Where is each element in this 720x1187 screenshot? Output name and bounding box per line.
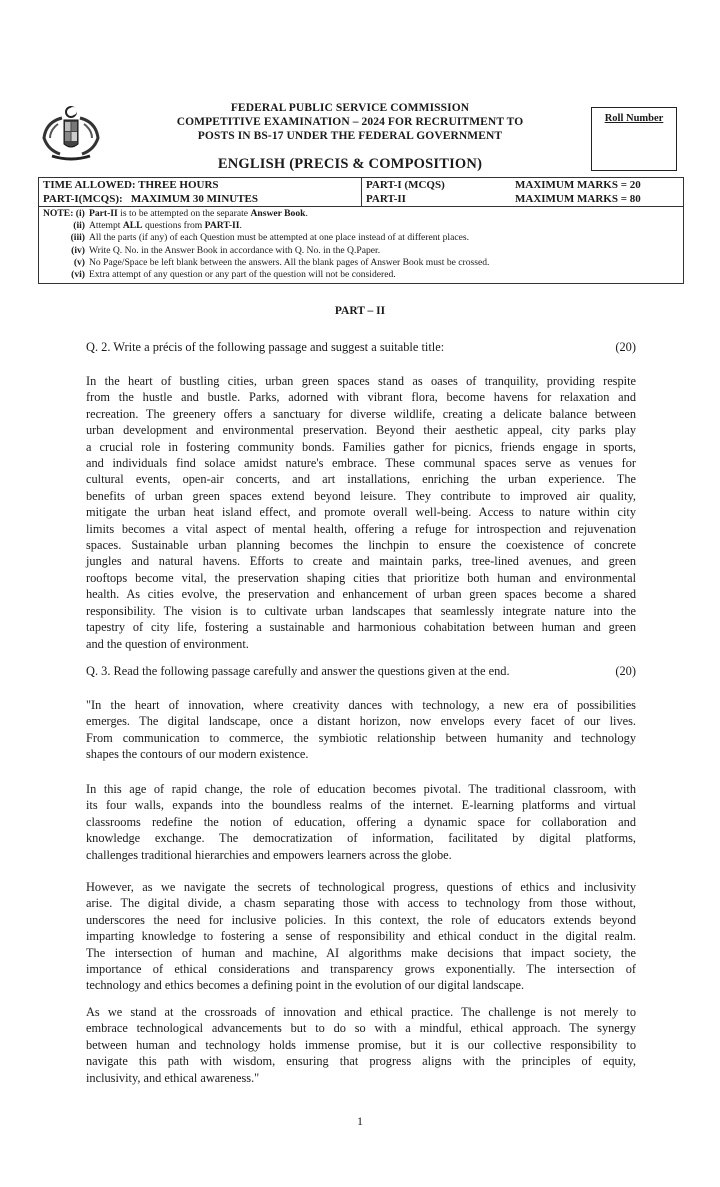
note-number: (v) <box>73 256 85 268</box>
passage-line: inclusivity, and ethical awareness." <box>86 1070 260 1085</box>
question-3-paragraph-1 <box>86 697 636 763</box>
question-3-paragraph-2 <box>86 781 636 863</box>
passage-line: In this age of rapid change, the role of education becomes pivotal. The traditional classroom, with <box>86 782 636 796</box>
passage-line: importance of ethical considerations and transparency grows exponentially. The intersection of <box>86 962 636 977</box>
passage-line: a crucial role in fostering community bonds. Families gather for picnics, friends engage in sports, <box>86 439 636 454</box>
passage-line: tapestry of city life, fostering a sustainable and harmonious cohabitation between human and green <box>86 620 636 635</box>
note-text: Attempt ALL questions from PART-II. <box>89 220 242 232</box>
passage-line: emerges. The digital landscape, once a distant horizon, now envelops every facet of our lives. <box>86 714 636 729</box>
passage-line: From communication to commerce, the symbiotic relationship between humanity and technology <box>86 730 636 745</box>
commission-name: FEDERAL PUBLIC SERVICE COMMISSION <box>230 102 470 114</box>
passage-line: limits becomes a vital aspect of mental health, offering a refuge for introspection and rejuvenation <box>86 521 636 536</box>
page-number: 1 <box>357 1114 363 1128</box>
note-number: (ii) <box>73 220 85 232</box>
note-number: (iii) <box>70 232 85 244</box>
part-2-label: PART-II <box>366 193 406 205</box>
passage-line: classrooms redefine the notion of education, offering a dynamic space for collaboration and <box>86 814 636 829</box>
question-2-text: Q. 2. Write a précis of the following passage and suggest a suitable title: <box>86 340 445 354</box>
exam-title-line-1: COMPETITIVE EXAMINATION – 2024 FOR RECRUITMENT TO <box>176 116 524 128</box>
passage-line: rooftops become vital, the preservation shaping cities that prioritize both human and environmental <box>86 570 636 585</box>
note-text: Write Q. No. in the Answer Book in accordance with Q. No. in the Q.Paper. <box>89 244 381 256</box>
passage-line: urban development and environmental preservation. Beyond their aesthetic appeal, city parks play <box>86 423 636 438</box>
note-item <box>43 220 679 232</box>
part-1-label: PART-I (MCQS) <box>366 179 445 191</box>
passage-line: spaces. Sustainable urban planning becomes the linchpin to ensure the coexistence of concrete <box>86 538 636 553</box>
passage-line: benefits of urban green spaces extend beyond leisure. They contribute to improved air quality, <box>86 488 636 503</box>
passage-line: knowledge exchange. The democratization of information, facilitated by digital platforms, <box>86 831 636 846</box>
passage-line: challenges traditional hierarchies and empowers learners across the globe. <box>86 847 452 862</box>
passage-line: mitigate the urban heat island effect, and promote overall well-being. Access to nature within city <box>86 505 636 520</box>
note-number: (i) <box>75 208 85 219</box>
passage-line: shapes the contours of our modern existence. <box>86 747 309 762</box>
question-3-heading <box>86 664 636 679</box>
mcqs-time: PART-I(MCQS): MAXIMUM 30 MINUTES <box>39 192 362 206</box>
exam-title-line-2: POSTS IN BS-17 UNDER THE FEDERAL GOVERNMENT <box>197 130 503 142</box>
note-text: All the parts (if any) of each Question must be attempted at one place instead of at different places. <box>89 232 469 244</box>
passage-line: In the heart of bustling cities, urban green spaces stand as oases of tranquility, providing respite <box>86 374 636 388</box>
passage-line: imparting knowledge to fostering a sense of responsibility and ethical conduct in the digital realm. <box>86 929 636 944</box>
passage-line: The intersection of human and machine, AI algorithms make decisions that impact society, the <box>86 945 636 960</box>
question-2-marks: (20) <box>615 340 636 354</box>
passage-line: "In the heart of innovation, where creativity dances with technology, a new era of possibilities <box>86 698 636 712</box>
part-title: PART – II <box>334 305 386 317</box>
state-emblem-icon <box>38 104 104 164</box>
passage-line: and individuals find solace amidst nature's embrace. These communal spaces serve as venues for <box>86 456 636 471</box>
passage-line: embrace technological advancements but to do so with a mindful, ethical approach. The synergy <box>86 1021 636 1036</box>
passage-line: between human and technology holds immense promise, but it is our collective responsibility to <box>86 1037 636 1052</box>
part-2-marks: MAXIMUM MARKS = 80 <box>515 193 641 205</box>
passage-line: navigate this path with wisdom, ensuring that progress aligns with the principles of equity, <box>86 1054 636 1069</box>
passage-line: recreation. The greenery offers a sanctuary for diverse wildlife, creating a delicate balance between <box>86 406 636 421</box>
passage-line: from the hustle and bustle. Parks, adorned with vibrant flora, become havens for relaxation and <box>86 390 636 405</box>
passage-line: arise. The digital divide, a chasm separating those with access to technology from those without, <box>86 896 636 911</box>
passage-line: cultural events, open-air concerts, and art installations, enriching the urban experience. The <box>86 472 636 487</box>
passage-line: As we stand at the crossroads of innovation and ethical practice. The challenge is not merely to <box>86 1005 636 1019</box>
question-2-heading <box>86 340 636 355</box>
note-text: No Page/Space be left blank between the answers. All the blank pages of Answer Book must be crossed. <box>89 256 490 268</box>
note-label: NOTE: <box>43 208 74 219</box>
question-3-marks: (20) <box>615 664 636 678</box>
roll-number-label: Roll Number <box>604 113 664 124</box>
passage-line: However, as we navigate the secrets of technological progress, questions of ethics and inclusivity <box>86 880 636 894</box>
question-3-paragraph-3 <box>86 879 636 994</box>
note-item <box>43 257 679 269</box>
passage-line: responsibility. The vision is to cultivate urban landscapes that seamlessly integrate nature into the <box>86 603 636 618</box>
passage-line: jungles and natural havens. Efforts to create and maintain parks, tree-lined avenues, and green <box>86 554 636 569</box>
question-3-paragraph-4 <box>86 1004 636 1086</box>
note-item <box>43 269 679 281</box>
note-number: (iv) <box>71 244 85 256</box>
note-item <box>43 232 679 244</box>
passage-line: its four walls, expands into the boundless realms of the internet. E-learning platforms and virtual <box>86 798 636 813</box>
instructions-note <box>39 206 683 283</box>
note-text: Part-II is to be attempted on the separate Answer Book. <box>89 208 308 219</box>
part-1-marks: MAXIMUM MARKS = 20 <box>515 179 641 191</box>
question-2-passage <box>86 373 636 652</box>
passage-line: underscores the need for inclusive policies. In this context, the role of educators extends beyond <box>86 912 636 927</box>
info-row-2 <box>39 192 683 206</box>
exam-header <box>130 101 570 143</box>
note-item <box>43 208 679 220</box>
note-number: (vi) <box>71 269 85 281</box>
subject-title: ENGLISH (PRECIS & COMPOSITION) <box>217 156 483 172</box>
passage-line: and the question of environment. <box>86 636 249 651</box>
roll-number-box[interactable] <box>591 107 677 171</box>
note-item <box>43 245 679 257</box>
exam-info-table <box>38 177 684 284</box>
passage-line: technology and ethics becomes a defining point in the evolution of our digital landscape. <box>86 978 525 993</box>
info-row-1 <box>39 178 683 192</box>
note-text: Extra attempt of any question or any part of the question will not be considered. <box>89 269 396 281</box>
time-allowed: TIME ALLOWED: THREE HOURS <box>39 178 362 192</box>
question-3-text: Q. 3. Read the following passage carefully and answer the questions given at the end. <box>86 664 510 678</box>
passage-line: health. As cities evolve, the preservation and enhancement of urban green spaces become a shared <box>86 587 636 602</box>
